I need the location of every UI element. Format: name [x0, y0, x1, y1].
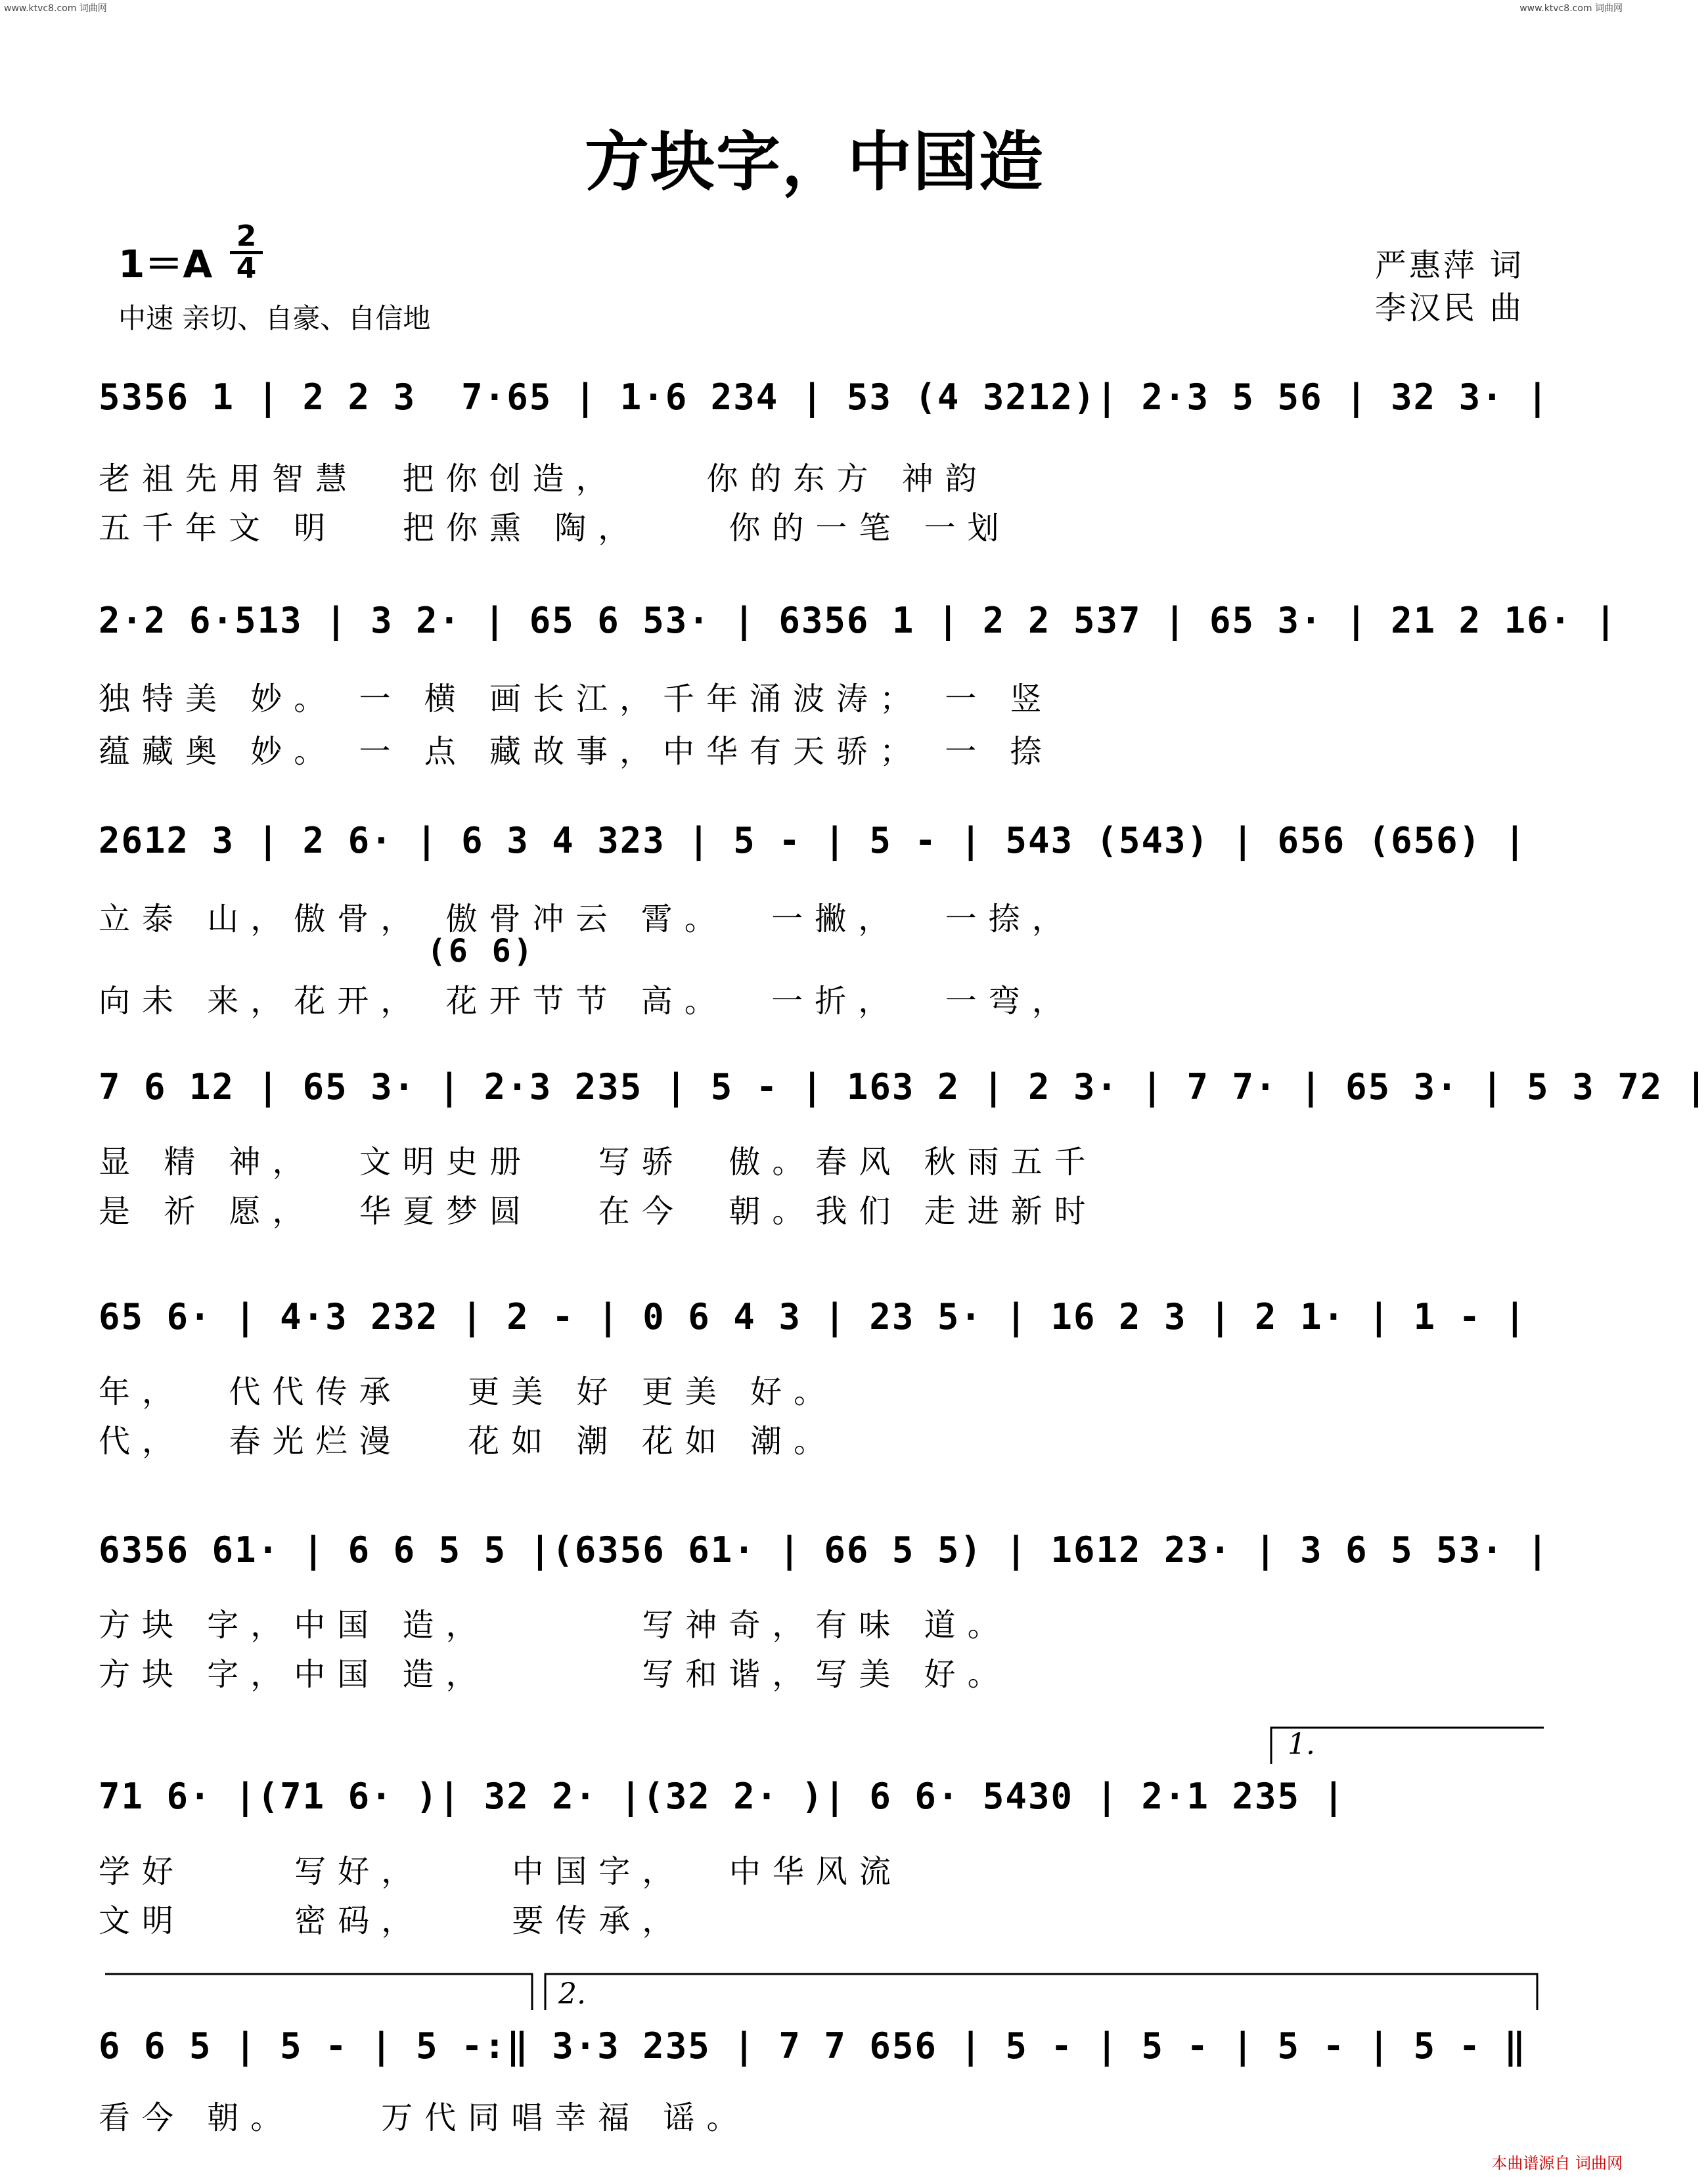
lyric-verse-2: 是 祈 愿， 华夏梦圆 在今 朝。我们 走进新时	[99, 1193, 1098, 1230]
notation-line: 7 6 12 | 65 3· | 2·3 235 | 5 - | 163 2 | 2 3· | 7 7· | 65 3· | 5 3 72 |	[99, 1066, 1708, 1108]
notation-line: 65 6· | 4·3 232 | 2 - | 0 6 4 3 | 23 5· | 16 2 3 | 2 1· | 1 - |	[99, 1296, 1527, 1337]
lyric-verse-2: 代， 春光烂漫 花如 潮 花如 潮。	[99, 1423, 838, 1460]
second-ending-mark: 2.	[558, 1977, 586, 2011]
notation-line: 2·2 6·513 | 3 2· | 65 6 53· | 6356 1 | 2 2 537 | 65 3· | 21 2 16· |	[99, 600, 1618, 641]
composer-credit: 李汉民 曲	[1374, 290, 1524, 326]
lyric-verse-1: 老祖先用智慧 把你创造， 你的东方 神韵	[99, 460, 989, 497]
lyric-verse-2: 方块 字，中国 造， 写和谐，写美 好。	[99, 1656, 1011, 1693]
notation-line: 6356 61· | 6 6 5 5 |(6356 61· | 66 5 5) | 1612 23· | 3 6 5 53· |	[99, 1529, 1550, 1571]
tempo-marking: 中速 亲切、自豪、自信地	[118, 302, 431, 334]
lyric-verse-1: 年， 代代传承 更美 好 更美 好。	[99, 1374, 838, 1410]
lyric-verse-1: 学好 写好， 中国字， 中华风流	[99, 1853, 903, 1890]
meter-top: 2	[230, 222, 263, 254]
lyric-verse-1: 看今 朝。 万代同唱幸福 谣。	[99, 2099, 750, 2136]
lyric-verse-1: 显 精 神， 文明史册 写骄 傲。春风 秋雨五千	[99, 1144, 1098, 1180]
source-watermark: 本曲谱源自 词曲网	[1491, 2154, 1623, 2172]
notation-line: 6 6 5 | 5 - | 5 -:‖ 3·3 235 | 7 7 656 | 5 - | 5 - | 5 - | 5 - ‖	[99, 2025, 1527, 2067]
first-ending-mark: 1.	[1288, 1728, 1315, 1761]
lyric-verse-2: 文明 密码， 要传承，	[99, 1902, 686, 1939]
lyric-verse-2: 向未 来，花开， 花开节节 高。 一折， 一弯，	[99, 983, 1075, 1020]
notation-line: 5356 1 | 2 2 3 7·65 | 1·6 234 | 53 (4 3212)| 2·3 5 56 | 32 3· |	[99, 376, 1550, 418]
site-header-right: www.ktvc8.com 词曲网	[1519, 3, 1623, 14]
meter-bottom: 4	[236, 252, 257, 285]
ossia-notes: (6 6)	[427, 933, 535, 970]
lyric-verse-2: 蕴藏奥 妙。 一 点 藏故事，中华有天骄； 一 捺	[99, 733, 1054, 770]
lyric-verse-1: 独特美 妙。 一 横 画长江，千年涌波涛； 一 竖	[99, 681, 1054, 717]
notation-line: 2612 3 | 2 6· | 6 3 4 323 | 5 - | 5 - | 543 (543) | 656 (656) |	[99, 820, 1527, 861]
song-title: 方块字，中国造	[584, 124, 1045, 200]
lyric-verse-2: 五千年文 明 把你熏 陶， 你的一笔 一划	[99, 510, 1011, 547]
notation-line: 71 6· |(71 6· )| 32 2· |(32 2· )| 6 6· 5430 | 2·1 235 |	[99, 1776, 1346, 1817]
key-signature: 1＝A	[118, 242, 213, 286]
site-header-left: www.ktvc8.com 词曲网	[4, 3, 107, 14]
lyric-verse-1: 立泰 山，傲骨， 傲骨冲云 霄。 一撇， 一捺，	[99, 901, 1075, 937]
lyric-verse-1: 方块 字，中国 造， 写神奇，有味 道。	[99, 1607, 1011, 1644]
lyricist-credit: 严惠萍 词	[1374, 247, 1524, 284]
